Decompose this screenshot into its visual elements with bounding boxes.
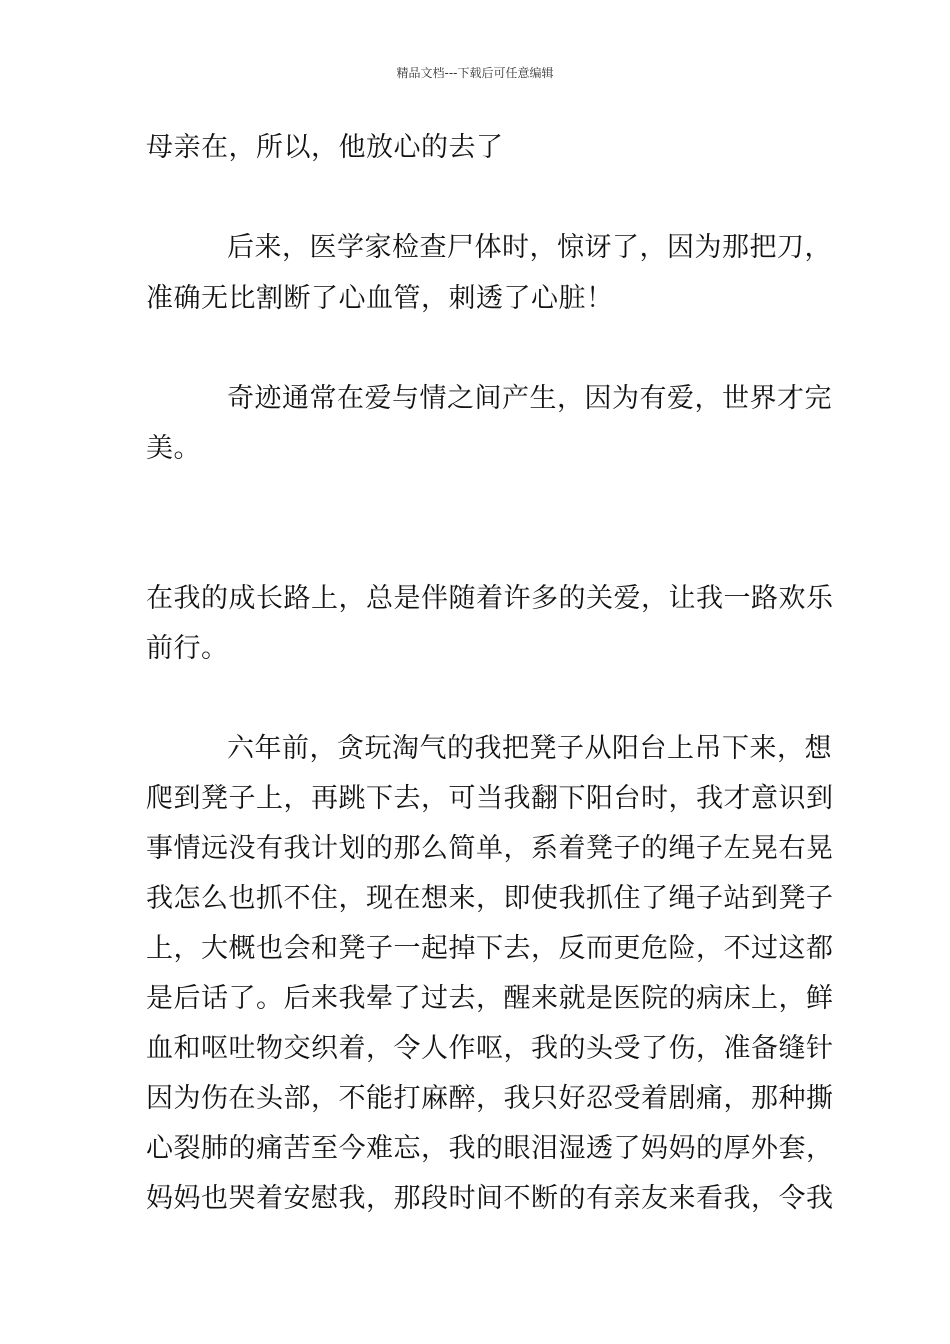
text-line: 美。 bbox=[146, 433, 201, 464]
text-line: 是后话了。后来我晕了过去，醒来就是医院的病床上，鲜 bbox=[146, 983, 834, 1014]
text-line: 前行。 bbox=[146, 633, 229, 664]
text-line: 爬到凳子上，再跳下去，可当我翻下阳台时，我才意识到 bbox=[146, 783, 834, 814]
text-line: 六年前，贪玩淘气的我把凳子从阳台上吊下来，想 bbox=[227, 733, 832, 764]
text-line: 血和呕吐物交织着，令人作呕，我的头受了伤，准备缝针 bbox=[146, 1033, 834, 1064]
text-line: 我怎么也抓不住，现在想来，即使我抓住了绳子站到凳子 bbox=[146, 883, 834, 914]
text-line: 事情远没有我计划的那么简单，系着凳子的绳子左晃右晃 bbox=[146, 833, 834, 864]
text-line: 后来，医学家检查尸体时，惊讶了，因为那把刀， bbox=[227, 232, 832, 263]
text-line: 母亲在，所以，他放心的去了 bbox=[146, 132, 504, 163]
text-line: 心裂肺的痛苦至今难忘，我的眼泪湿透了妈妈的厚外套， bbox=[146, 1133, 834, 1164]
text-line: 准确无比割断了心血管，刺透了心脏！ bbox=[146, 283, 614, 314]
page-header: 精品文档---下载后可任意编辑 bbox=[396, 66, 554, 80]
text-line: 上，大概也会和凳子一起掉下去，反而更危险，不过这都 bbox=[146, 933, 834, 964]
text-line: 因为伤在头部，不能打麻醉，我只好忍受着剧痛，那种撕 bbox=[146, 1083, 834, 1114]
text-line: 奇迹通常在爱与情之间产生，因为有爱，世界才完 bbox=[227, 383, 832, 414]
text-line: 在我的成长路上，总是伴随着许多的关爱，让我一路欢乐 bbox=[146, 583, 834, 614]
text-line: 妈妈也哭着安慰我，那段时间不断的有亲友来看我，令我 bbox=[146, 1183, 834, 1214]
